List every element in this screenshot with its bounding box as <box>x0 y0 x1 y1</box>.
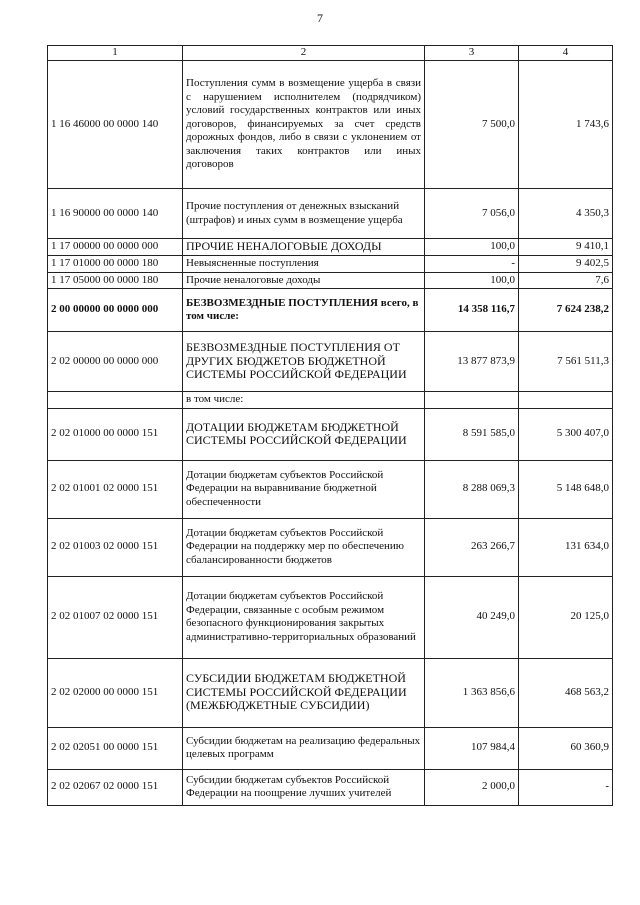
table-row <box>48 332 613 392</box>
row-actual: 131 634,0 <box>519 518 613 576</box>
column-header: 2 <box>183 46 425 61</box>
row-name: ПРОЧИЕ НЕНАЛОГОВЫЕ ДОХОДЫ <box>183 239 425 256</box>
row-actual: 9 402,5 <box>519 256 613 273</box>
row-plan: 1 363 856,6 <box>425 658 519 727</box>
row-name: Прочие поступления от денежных взысканий (штрафов) и иных сумм в возмещение ущерба <box>183 189 425 239</box>
row-code: 2 02 01001 02 0000 151 <box>48 460 183 518</box>
row-name: БЕЗВОЗМЕЗДНЫЕ ПОСТУПЛЕНИЯ ОТ ДРУГИХ БЮДЖЕТОВ БЮДЖЕТНОЙ СИСТЕМЫ РОССИЙСКОЙ ФЕДЕРАЦИИ <box>183 332 425 392</box>
row-code: 2 02 01003 02 0000 151 <box>48 518 183 576</box>
row-plan: 7 056,0 <box>425 189 519 239</box>
row-code: 2 02 00000 00 0000 000 <box>48 332 183 392</box>
row-actual: 7 561 511,3 <box>519 332 613 392</box>
row-plan: - <box>425 256 519 273</box>
row-actual: 468 563,2 <box>519 658 613 727</box>
row-actual: - <box>519 769 613 805</box>
row-name: в том числе: <box>183 392 425 409</box>
row-name: Невыясненные поступления <box>183 256 425 273</box>
table-row <box>48 769 613 805</box>
row-code: 1 17 01000 00 0000 180 <box>48 256 183 273</box>
row-actual: 5 148 648,0 <box>519 460 613 518</box>
table-row <box>48 727 613 769</box>
row-name: Дотации бюджетам субъектов Российской Федерации, связанные с особым режимом безопасного функционирования закрытых административно-территориальных образований <box>183 576 425 658</box>
column-header: 3 <box>425 46 519 61</box>
row-code: 1 17 00000 00 0000 000 <box>48 239 183 256</box>
row-plan: 14 358 116,7 <box>425 289 519 332</box>
table-row <box>48 392 613 409</box>
row-name: Дотации бюджетам субъектов Российской Федерации на поддержку мер по обеспечению сбалансированности бюджетов <box>183 518 425 576</box>
table-row <box>48 408 613 460</box>
row-plan: 100,0 <box>425 239 519 256</box>
row-code: 2 02 02051 00 0000 151 <box>48 727 183 769</box>
budget-revenue-table <box>47 45 613 806</box>
row-code: 2 02 02000 00 0000 151 <box>48 658 183 727</box>
row-plan <box>425 392 519 409</box>
row-code: 1 16 90000 00 0000 140 <box>48 189 183 239</box>
table-row <box>48 61 613 189</box>
row-plan: 2 000,0 <box>425 769 519 805</box>
row-name: БЕЗВОЗМЕЗДНЫЕ ПОСТУПЛЕНИЯ всего, в том числе: <box>183 289 425 332</box>
row-actual: 9 410,1 <box>519 239 613 256</box>
table-row <box>48 272 613 289</box>
column-header: 4 <box>519 46 613 61</box>
page-number: 7 <box>317 11 323 25</box>
table-row <box>48 239 613 256</box>
table-header-row <box>48 46 613 61</box>
column-header: 1 <box>48 46 183 61</box>
row-name: Дотации бюджетам субъектов Российской Федерации на выравнивание бюджетной обеспеченности <box>183 460 425 518</box>
row-plan: 107 984,4 <box>425 727 519 769</box>
row-name: ДОТАЦИИ БЮДЖЕТАМ БЮДЖЕТНОЙ СИСТЕМЫ РОССИЙСКОЙ ФЕДЕРАЦИИ <box>183 408 425 460</box>
row-code: 2 02 01000 00 0000 151 <box>48 408 183 460</box>
row-name: Поступления сумм в возмещение ущерба в связи с нарушением исполнителем (подрядчиком) условий государственных контрактов или иных договоров, финансируемых за счет средств дорожных фондов, либо в связи с уклонением от заключения таких контрактов или иных договоров <box>183 61 425 189</box>
table-row <box>48 658 613 727</box>
row-actual: 7,6 <box>519 272 613 289</box>
row-actual <box>519 392 613 409</box>
row-plan: 40 249,0 <box>425 576 519 658</box>
row-code: 2 00 00000 00 0000 000 <box>48 289 183 332</box>
row-plan: 13 877 873,9 <box>425 332 519 392</box>
row-actual: 7 624 238,2 <box>519 289 613 332</box>
row-name: СУБСИДИИ БЮДЖЕТАМ БЮДЖЕТНОЙ СИСТЕМЫ РОССИЙСКОЙ ФЕДЕРАЦИИ (МЕЖБЮДЖЕТНЫЕ СУБСИДИИ) <box>183 658 425 727</box>
table-row <box>48 518 613 576</box>
row-code <box>48 392 183 409</box>
row-actual: 5 300 407,0 <box>519 408 613 460</box>
row-plan: 100,0 <box>425 272 519 289</box>
row-actual: 1 743,6 <box>519 61 613 189</box>
table-row <box>48 189 613 239</box>
row-name: Субсидии бюджетам на реализацию федеральных целевых программ <box>183 727 425 769</box>
row-code: 2 02 01007 02 0000 151 <box>48 576 183 658</box>
row-code: 2 02 02067 02 0000 151 <box>48 769 183 805</box>
row-plan: 263 266,7 <box>425 518 519 576</box>
row-name: Субсидии бюджетам субъектов Российской Федерации на поощрение лучших учителей <box>183 769 425 805</box>
row-plan: 8 591 585,0 <box>425 408 519 460</box>
table-row <box>48 576 613 658</box>
row-code: 1 16 46000 00 0000 140 <box>48 61 183 189</box>
row-actual: 60 360,9 <box>519 727 613 769</box>
table-row <box>48 460 613 518</box>
table-row <box>48 256 613 273</box>
row-code: 1 17 05000 00 0000 180 <box>48 272 183 289</box>
row-name: Прочие неналоговые доходы <box>183 272 425 289</box>
row-actual: 4 350,3 <box>519 189 613 239</box>
table-row <box>48 289 613 332</box>
row-plan: 7 500,0 <box>425 61 519 189</box>
row-actual: 20 125,0 <box>519 576 613 658</box>
row-plan: 8 288 069,3 <box>425 460 519 518</box>
